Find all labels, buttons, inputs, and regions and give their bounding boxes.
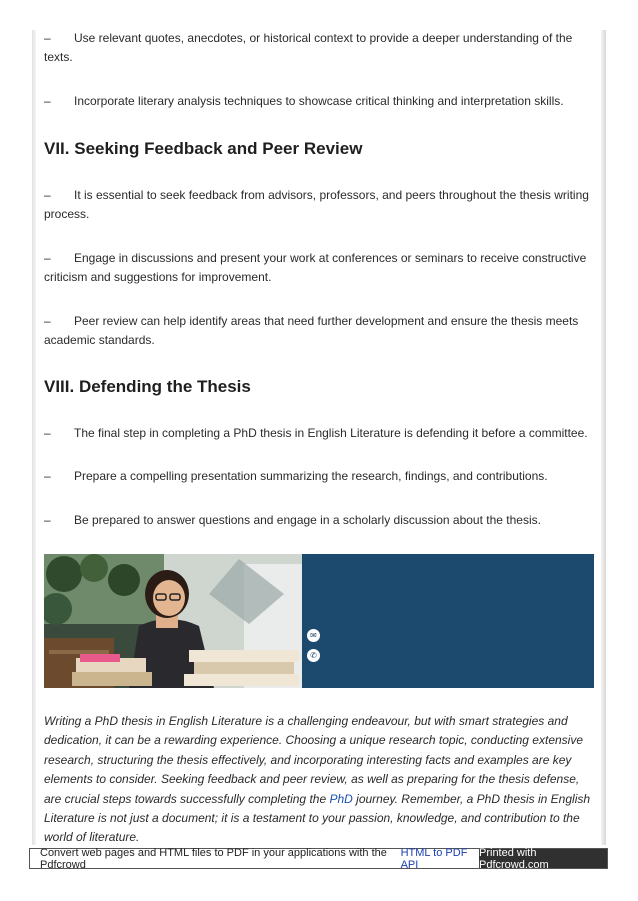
bullet-text: The final step in completing a PhD thesis in English Literature is defending it before a committee. — [74, 426, 588, 440]
bullet-text: Engage in discussions and present your work at conferences or seminars to receive constructive criticism and suggestions for improvement. — [44, 251, 587, 284]
page-edge-right — [601, 30, 606, 845]
bullet-dash: – — [44, 426, 51, 440]
bullet-text: Prepare a compelling presentation summarizing the research, findings, and contributions. — [74, 469, 548, 483]
student-photo-illustration — [44, 554, 302, 688]
bullet-dash: – — [44, 31, 51, 45]
section-heading-feedback: VII. Seeking Feedback and Peer Review — [44, 139, 363, 158]
bullet-text: Use relevant quotes, anecdotes, or historical context to provide a deeper understanding of the texts. — [44, 31, 573, 64]
bullet-dash: – — [44, 188, 51, 202]
bullet-dash: – — [44, 469, 51, 483]
bullet-item — [44, 92, 594, 111]
bullet-text: It is essential to seek feedback from advisors, professors, and peers throughout the thesis writing process. — [44, 188, 589, 221]
bullet-item — [44, 312, 594, 350]
bullet-item — [44, 249, 594, 287]
bullet-item — [44, 186, 594, 224]
footer-message — [30, 846, 479, 871]
student-photo — [44, 554, 302, 688]
bullet-text: Incorporate literary analysis techniques to showcase critical thinking and interpretation skills. — [74, 94, 564, 108]
bullet-item — [44, 29, 594, 67]
bullet-text: Be prepared to answer questions and engage in a scholarly discussion about the thesis. — [74, 513, 541, 527]
page-edge-left — [32, 30, 36, 845]
footer-text: Convert web pages and HTML files to PDF in your applications with the Pdfcrowd — [40, 846, 387, 871]
html-to-pdf-api-link[interactable]: HTML to PDF API — [400, 846, 468, 871]
section-heading-defending: VIII. Defending the Thesis — [44, 377, 251, 396]
bullet-dash: – — [44, 314, 51, 328]
conclusion-text-end: journey. Remember, a PhD thesis in English Literature is not just a document; it is a testament to your passion, knowledge, and contribution to the world of literature. — [44, 791, 591, 845]
bullet-item — [44, 467, 594, 486]
bullet-dash: – — [44, 94, 51, 108]
email-icon[interactable]: ✉ — [307, 629, 320, 642]
bullet-text: Peer review can help identify areas that need further development and ensure the thesis meets academic standards. — [44, 314, 579, 347]
bullet-item — [44, 424, 594, 443]
bullet-item — [44, 511, 594, 530]
conclusion-paragraph — [44, 712, 596, 848]
conclusion-text-start: Writing a PhD thesis in English Literature is a challenging endeavour, but with smart strategies and dedication, it can be a rewarding experience. Choosing a unique research topic, conducting extensive research, structuring the thesis effectively, and incorporating interesting facts and examples are key elements to consider. Seeking feedback and peer review, as well as preparing for the thesis defense, are crucial steps towards successfully completing the — [44, 714, 584, 806]
promo-banner[interactable] — [44, 554, 594, 688]
pdfcrowd-footer — [29, 848, 608, 869]
printed-with-badge[interactable]: Printed with Pdfcrowd.com — [479, 849, 607, 868]
phone-icon[interactable]: ✆ — [307, 649, 320, 662]
bullet-dash: – — [44, 251, 51, 265]
phd-link[interactable]: PhD — [329, 791, 353, 806]
bullet-dash: – — [44, 513, 51, 527]
